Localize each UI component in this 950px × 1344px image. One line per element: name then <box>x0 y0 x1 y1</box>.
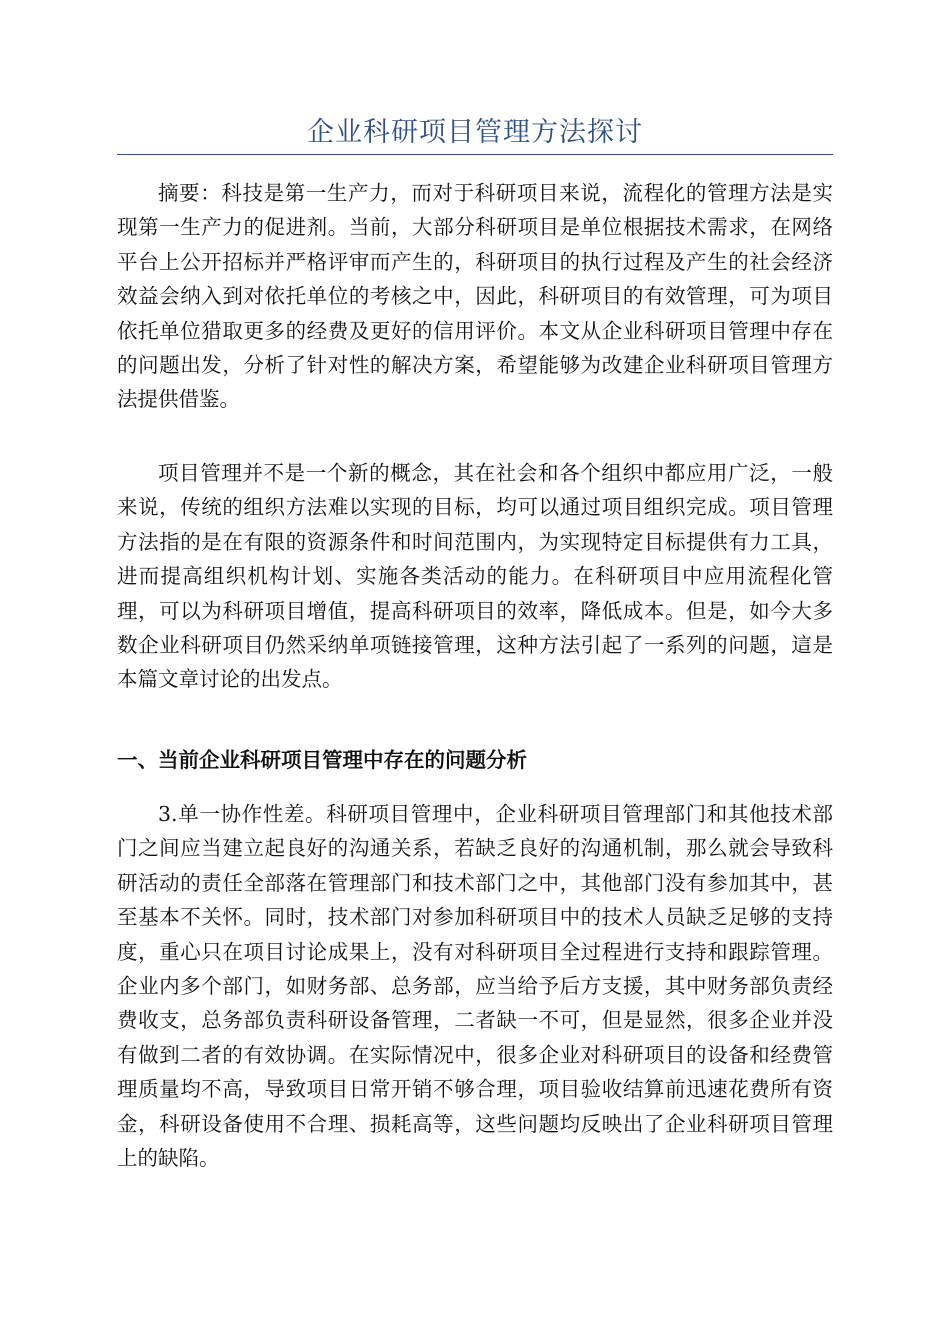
section-paragraph: 3.单一协作性差。科研项目管理中，企业科研项目管理部门和其他技术部门之间应当建立起良好的沟通关系，若缺乏良好的沟通机制，那么就会导致科研活动的责任全部落在管理部门和技术部门之中，其他部门没有参加其中，甚至基本不关怀。同时，技术部门对参加科研项目中的技术人员缺乏足够的支持度，重心只在项目讨论成果上，没有对科研项目全过程进行支持和跟踪管理。企业内多个部门，如财务部、总务部，应当给予后方支援，其中财务部负责经费收支，总务部负责科研设备管理，二者缺一不可，但是显然，很多企业并没有做到二者的有效协调。在实际情况中，很多企业对科研项目的设备和经费管理质量均不高，导致项目日常开销不够合理，项目验收结算前迅速花费所有资金，科研设备使用不合理、损耗高等，这些问题均反映出了企业科研项目管理上的缺陷。 <box>117 802 833 1171</box>
intro-paragraph: 项目管理并不是一个新的概念，其在社会和各个组织中都应用广泛，一般来说，传统的组织方法难以实现的目标，均可以通过项目组织完成。项目管理方法指的是在有限的资源条件和时间范围内，为实现特定目标提供有力工具，进而提高组织机构计划、实施各类活动的能力。在科研项目中应用流程化管理，可以为科研项目增值，提高科研项目的效率，降低成本。但是，如今大多数企业科研项目仍然采纳单项链接管理，这种方法引起了一系列的问题，這是本篇文章讨论的出发点。 <box>117 461 833 692</box>
document-title: 企业科研项目管理方法探讨 <box>307 117 643 148</box>
abstract-block <box>117 176 833 417</box>
intro-block <box>117 456 833 697</box>
abstract-paragraph: 摘要：科技是第一生产力，而对于科研项目来说，流程化的管理方法是实现第一生产力的促进剂。当前，大部分科研项目是单位根据技术需求，在网络平台上公开招标并严格评审而产生的，科研项目的执行过程及产生的社会经济效益会纳入到对依托单位的考核之中，因此，科研项目的有效管理，可为项目依托单位猎取更多的经费及更好的信用评价。本文从企业科研项目管理中存在的问题出发，分析了针对性的解决方案，希望能够为改建企业科研项目管理方法提供借鉴。 <box>117 181 833 412</box>
section-heading: 一、当前企业科研项目管理中存在的问题分析 <box>117 748 527 772</box>
section-block <box>117 797 833 1175</box>
title-underline <box>117 154 833 155</box>
